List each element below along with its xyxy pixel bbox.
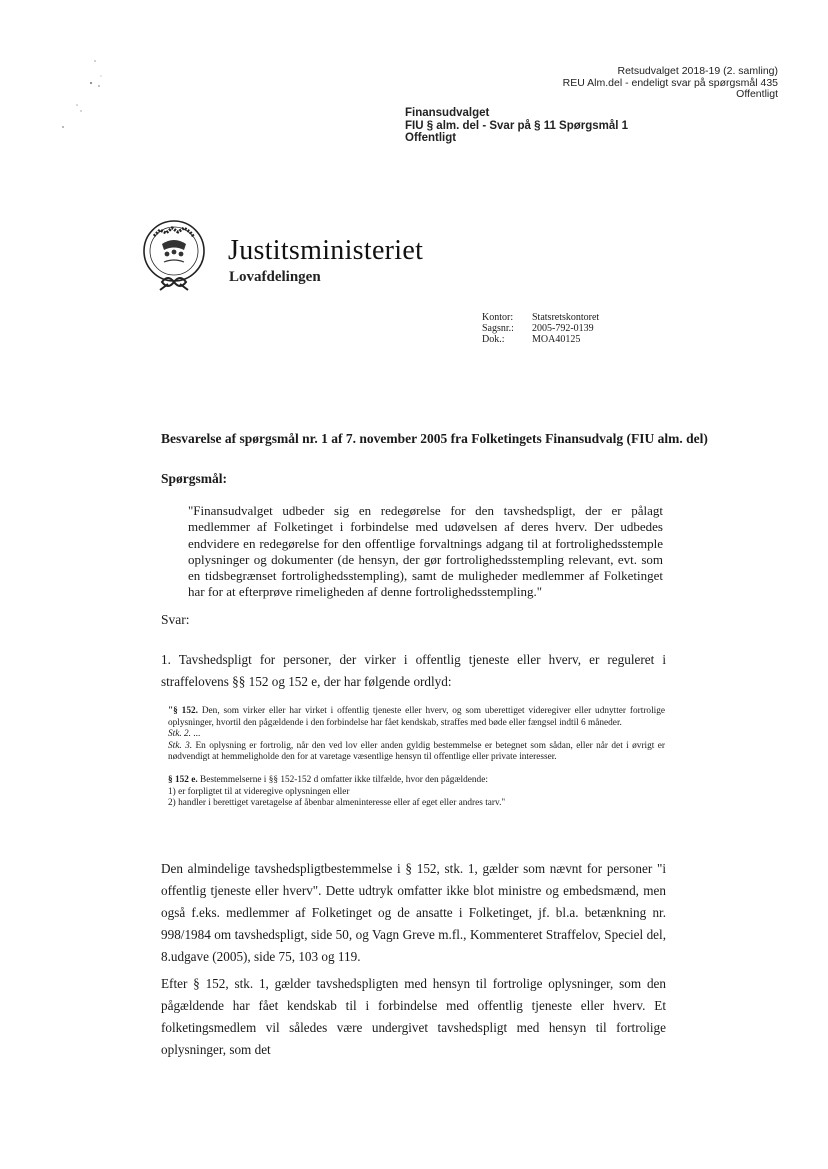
ministry-name: Justitsministeriet (228, 235, 424, 266)
document-metadata (482, 312, 599, 345)
law-section-152-text: Den, som virker eller har virket i offentlig tjeneste eller hverv, og som uberettiget videregiver eller udnytter fortrolige oplysninger, hvortil den pågældende i den forbindelse har fået kendskab, straffes med bøde eller fængsel indtil 6 måneder. (168, 706, 666, 728)
answer-paragraph-3: Efter § 152, stk. 1, gælder tavshedspligten med hensyn til fortrolige oplysninger, som den pågældende har fået kendskab til i forbindelse med offentlig tjeneste eller hverv. Et folketingsmedlem vil således være undergivet tavshedspligt med hensyn til fortrolige oplysninger, som det (161, 976, 666, 1057)
meta-row-office (482, 312, 599, 323)
stamp-line-2: REU Alm.del - endeligt svar på spørgsmål 435 (562, 76, 778, 89)
law-item-2: 2) handler i berettiget varetagelse af åbenbar almeninteresse eller af eget eller andres tarv." (168, 798, 506, 809)
committee-line-1: Finansudvalget (405, 107, 490, 119)
meta-key: Kontor: (482, 312, 514, 323)
law-section-152e (168, 775, 665, 787)
meta-key: Dok.: (482, 334, 505, 345)
law-section-152e-text: Bestemmelserne i §§ 152-152 d omfatter ikke tilfælde, hvor den pågældende: (197, 774, 488, 785)
committee-line-3: Offentligt (405, 132, 457, 144)
law-quote (168, 706, 665, 810)
ministry-crest-icon (140, 218, 212, 296)
meta-value: MOA40125 (532, 334, 581, 345)
meta-value: 2005-792-0139 (532, 323, 594, 334)
law-stk-3-head: Stk. 3. (168, 740, 193, 751)
law-stk-2-head: Stk. 2. (168, 729, 191, 740)
law-section-152-head: "§ 152. (168, 706, 198, 716)
law-stk-2 (168, 729, 665, 741)
stamp-line-3: Offentligt (736, 88, 778, 100)
meta-key: Sagsnr.: (482, 323, 514, 334)
law-section-152 (168, 706, 665, 729)
law-stk-2-text: ... (190, 729, 201, 740)
law-section-152e-head: § 152 e. (168, 774, 198, 785)
document-heading: Besvarelse af spørgsmål nr. 1 af 7. november 2005 fra Folketingets Finansudvalg (FIU alm. del) (161, 431, 708, 446)
meta-row-case (482, 323, 599, 334)
scan-specks (55, 55, 125, 145)
department-name: Lovafdelingen (229, 269, 321, 285)
receipt-stamp (563, 66, 778, 101)
answer-paragraph-1: 1. Tavshedspligt for personer, der virker i offentlig tjeneste eller hverv, er reguleret i straffelovens §§ 152 og 152 e, der har følgende ordlyd: (161, 652, 666, 689)
meta-value: Statsretskontoret (532, 312, 600, 323)
question-text: "Finansudvalget udbeder sig en redegørelse for den tavshedspligt, der er pålagt medlemmer af Folketinget i forbindelse med udøvelsen af deres hverv. Der udbedes endvidere en redegørelse for den offentlige forvaltnings adgang til at fortrolighedsstemple oplysninger og dokumenter (de hensyn, der gør fortrolighedsstempling relevant, evt. som en tidsbegrænset fortrolighedsstempling), samt de muligheder medlemmer af Folketinget har for at efterprøve rimeligheden af denne fortrolighedsstempling." (188, 503, 663, 600)
stamp-line-1: Retsudvalget 2018-19 (2. samling) (617, 65, 778, 77)
question-label: Spørgsmål: (161, 471, 228, 486)
answer-paragraph-2: Den almindelige tavshedspligtbestemmelse i § 152, stk. 1, gælder som nævnt for personer "i offentlig tjeneste eller hverv". Dette udtryk omfatter ikke blot ministre og embedsmænd, men også f.eks. medlemmer af Folketinget og de ansatte i Folketinget, jf. bl.a. betænkning nr. 998/1984 om tavshedspligt, side 50, og Vagn Greve m.fl., Kommenteret Straffelov, Speciel del, 8.udgave (2005), side 75, 103 og 119. (161, 861, 666, 964)
committee-stamp (405, 107, 628, 145)
committee-line-2: FIU § alm. del - Svar på § 11 Spørgsmål 1 (405, 119, 629, 132)
law-stk-3 (168, 741, 665, 764)
meta-row-doc (482, 334, 599, 345)
law-item-1: 1) er forpligtet til at videregive oplysningen eller (168, 786, 350, 797)
answer-label: Svar: (161, 612, 190, 627)
law-stk-3-text: En oplysning er fortrolig, når den ved lov eller anden gyldig bestemmelse er betegnet som sådan, eller når det i øvrigt er nødvendigt at hemmeligholde den for at varetage væsentlige hensyn til offentlige eller private interesser. (168, 740, 665, 763)
